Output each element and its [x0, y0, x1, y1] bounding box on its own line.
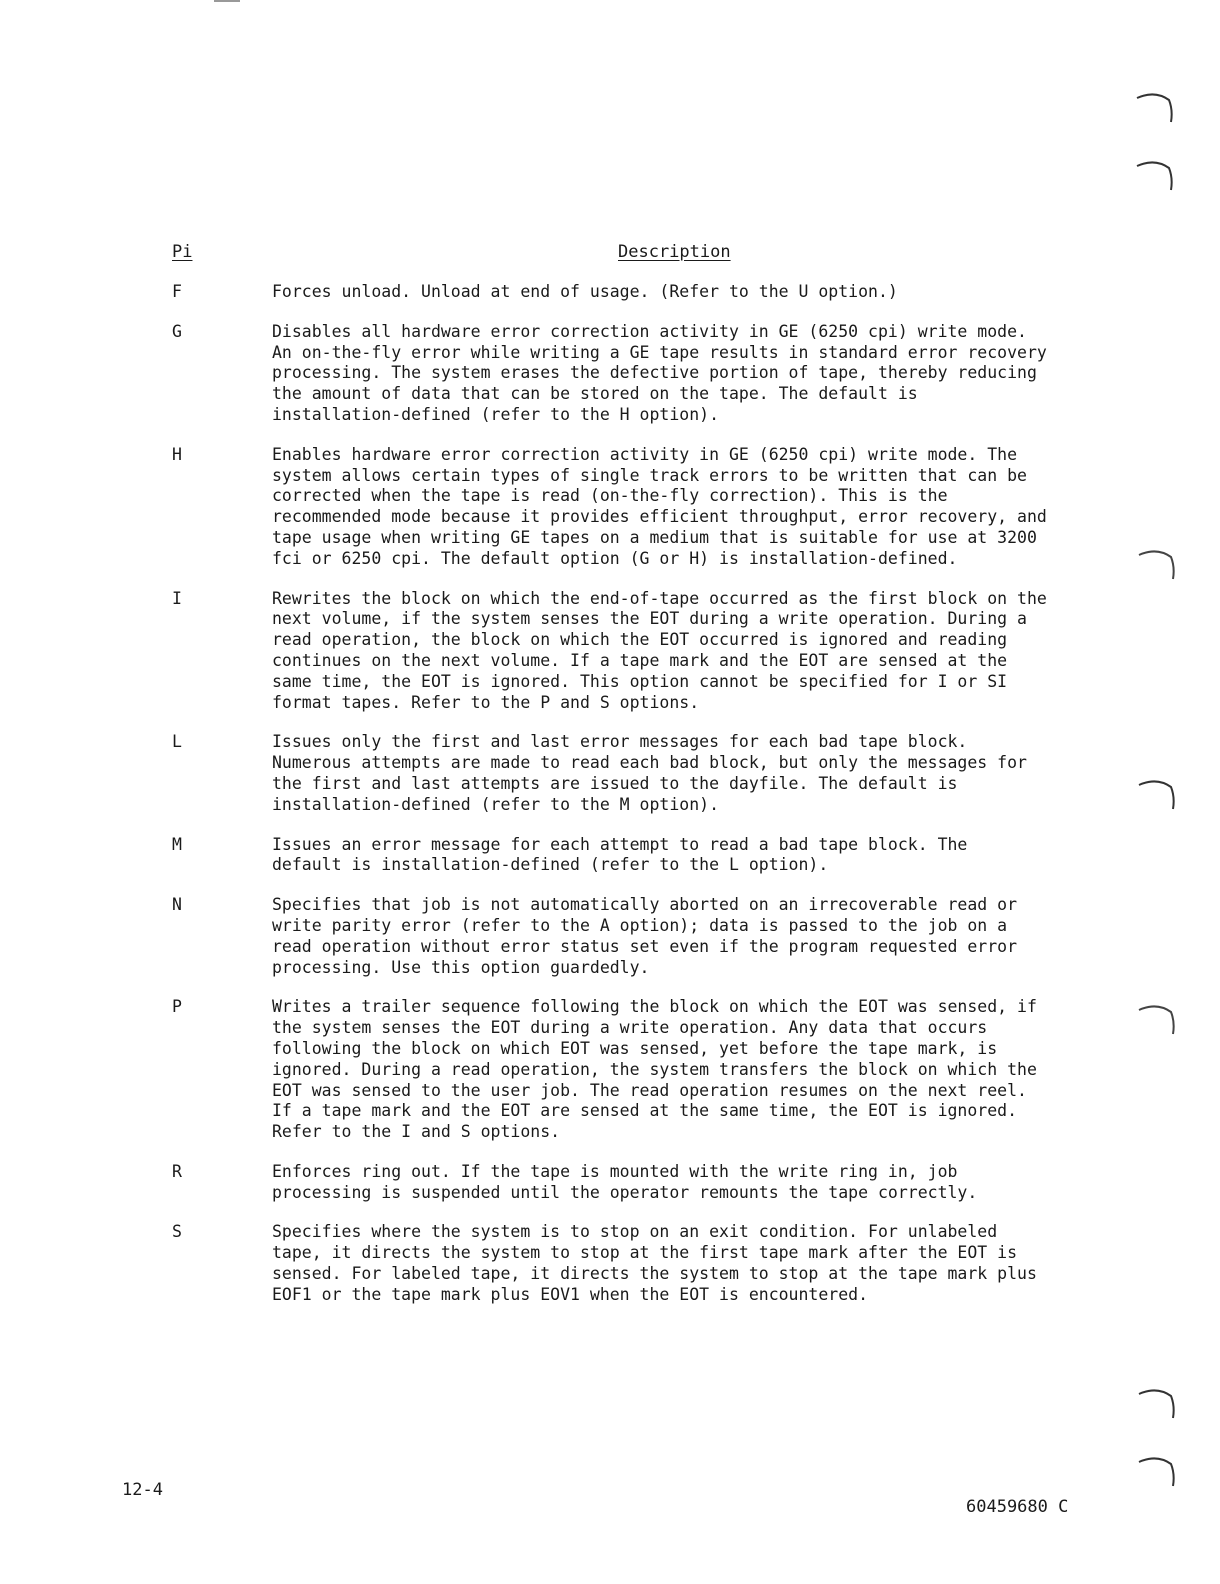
option-key: R [172, 1161, 182, 1181]
option-entry-l [0, 732, 1220, 815]
option-key: F [172, 282, 182, 301]
option-description: Enforces ring out. If the tape is mounted with the write ring in, job processing is suspended until the operator remounts the tape correctly. [272, 1161, 978, 1202]
binder-hole-mark-icon [1137, 1000, 1177, 1040]
option-description: Issues an error message for each attempt to read a bad tape block. The default is installation-defined (refer to the L option). [272, 834, 968, 875]
option-key: P [172, 997, 182, 1017]
option-list [0, 282, 1220, 1325]
binder-hole-mark-icon [1137, 775, 1177, 815]
binder-hole-mark-icon [1137, 1452, 1177, 1492]
option-description: Enables hardware error correction activity in GE (6250 cpi) write mode. The system allows certain types of single track errors to be written that can be corrected when the tape is read (on-the-fly correction). This is the recommended mode because it provides efficient throughput, error recovery, and tape usage when writing GE tapes on a medium that is suitable for use at 3200 fci or 6250 cpi. The default option (G or H) is installation-defined. [272, 444, 1047, 568]
column-header-key: Pi [172, 242, 193, 262]
option-entry-p [0, 997, 1220, 1143]
binder-hole-mark-icon [1135, 88, 1175, 128]
binder-hole-mark-icon [1135, 156, 1175, 196]
option-key: I [172, 588, 182, 608]
option-key: L [172, 732, 182, 752]
option-description: Specifies that job is not automatically aborted on an irrecoverable read or write parity error (refer to the A option); data is passed to the job on a read operation without error status set even if the program requested error processing. Use this option guardedly. [272, 895, 1018, 977]
binder-hole-mark-icon [1137, 545, 1177, 585]
option-entry-i [0, 589, 1220, 714]
document-number: 60459680 C [966, 1497, 1069, 1517]
option-description: Specifies where the system is to stop on an exit condition. For unlabeled tape, it directs the system to stop at the first tape mark after the EOT is sensed. For labeled tape, it directs the system to stop at the tape mark plus EOF1 or the tape mark plus EOV1 when the EOT is encountered. [272, 1222, 1037, 1304]
option-entry-g [0, 322, 1220, 426]
option-key: G [172, 321, 182, 341]
page-number: 12-4 [122, 1480, 163, 1500]
column-header-description: Description [618, 242, 731, 262]
option-key: S [172, 1222, 182, 1242]
option-description: Rewrites the block on which the end-of-tape occurred as the first block on the next volume, if the system senses the EOT during a write operation. During a read operation, the block on which the EOT occurred is ignored and reading continues on the next volume. If a tape mark and the EOT are sensed at the same time, the EOT is ignored. This option cannot be specified for I or SI format tapes. Refer to the P and S options. [272, 588, 1047, 712]
option-entry-m [0, 835, 1220, 877]
option-entry-r [0, 1162, 1220, 1204]
option-key: N [172, 895, 182, 915]
option-entry-f [0, 282, 1220, 303]
option-entry-s [0, 1222, 1220, 1305]
scan-artifact [214, 0, 240, 2]
option-entry-n [0, 895, 1220, 978]
option-key: H [172, 444, 182, 464]
option-key: M [172, 834, 182, 854]
option-description: Forces unload. Unload at end of usage. (Refer to the U option.) [272, 282, 898, 301]
option-description: Issues only the first and last error messages for each bad tape block. Numerous attempts are made to read each bad block, but only the messages for the first and last attempts are issued to the dayfile. The default is installation-defined (refer to the M option). [272, 732, 1027, 814]
option-description: Disables all hardware error correction activity in GE (6250 cpi) write mode. An on-the-fly error while writing a GE tape results in standard error recovery processing. The system erases the defective portion of tape, thereby reducing the amount of data that can be stored on the tape. The default is installation-defined (refer to the H option). [272, 321, 1047, 424]
option-entry-h [0, 445, 1220, 570]
option-description: Writes a trailer sequence following the block on which the EOT was sensed, if the system senses the EOT during a write operation. Any data that occurs following the block on which EOT was sensed, yet before the tape mark, is ignored. During a read operation, the system transfers the block on which the EOT was sensed to the user job. The read operation resumes on the next reel. If a tape mark and the EOT are sensed at the same time, the EOT is ignored. Refer to the I and S options. [272, 997, 1037, 1142]
binder-hole-mark-icon [1137, 1384, 1177, 1424]
